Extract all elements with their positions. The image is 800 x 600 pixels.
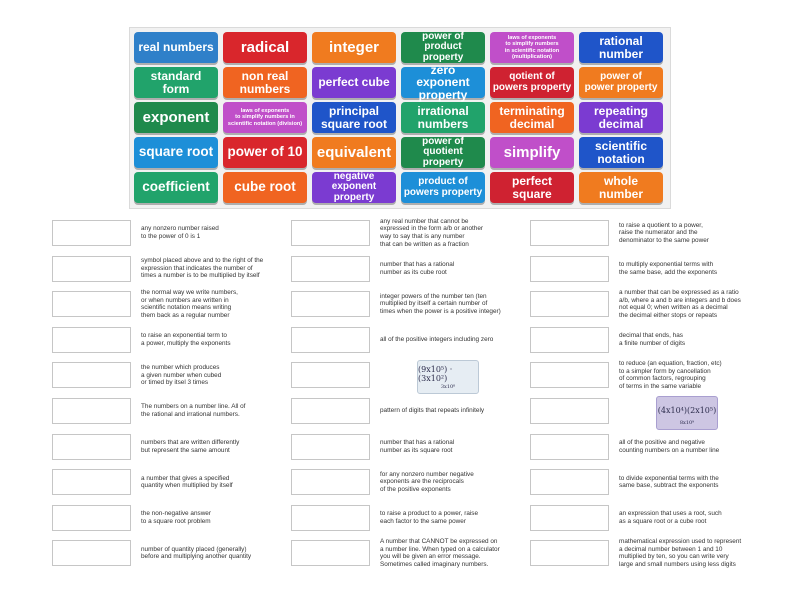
answer-tile-label: rational number [598, 33, 643, 61]
clue-text: integer powers of the number ten (ten multiplied by itself a certain number of times when the power is a positive integer) [380, 292, 501, 315]
answer-tile-label: perfect square [511, 173, 552, 201]
answer-tile[interactable] [223, 172, 307, 203]
answer-tile[interactable] [134, 137, 218, 168]
answer-drop-slot[interactable] [530, 327, 609, 353]
answer-drop-slot[interactable] [52, 362, 131, 388]
clue-text: to divide exponential terms with the same base, subtract the exponents [619, 474, 719, 490]
clue-equation-image [417, 360, 479, 394]
answer-tile-label: power of 10 [227, 144, 303, 160]
answer-drop-slot[interactable] [530, 469, 609, 495]
answer-drop-slot[interactable] [291, 469, 370, 495]
answer-drop-slot[interactable] [291, 434, 370, 460]
answer-tile[interactable] [579, 172, 663, 203]
answer-tile[interactable] [134, 102, 218, 133]
answer-tile[interactable] [490, 137, 574, 168]
answer-tile[interactable] [223, 32, 307, 63]
clue-equation-text: (4x10⁴)(2x10⁵) [657, 405, 717, 415]
clue-equation-result: 3x10⁸ [440, 384, 456, 391]
answer-drop-slot[interactable] [52, 505, 131, 531]
answer-drop-slot[interactable] [530, 505, 609, 531]
answer-tile[interactable] [490, 172, 574, 203]
answer-tile[interactable] [223, 102, 307, 133]
answer-tile-label: equivalent [316, 143, 392, 161]
answer-drop-slot[interactable] [52, 220, 131, 246]
answer-drop-slot[interactable] [291, 505, 370, 531]
answer-drop-slot[interactable] [291, 398, 370, 424]
answer-drop-slot[interactable] [291, 220, 370, 246]
answer-tile-label: radical [240, 38, 290, 56]
answer-tile[interactable] [312, 137, 396, 168]
answer-drop-slot[interactable] [291, 540, 370, 566]
answer-tile[interactable] [579, 137, 663, 168]
clue-text: to raise a product to a power, raise each factor to the same power [380, 510, 479, 525]
clue-text: a number that can be expressed as a ratio a/b, where a and b are integers and b does not equal 0; when written as a decimal the decimal either stops or repeats [619, 289, 741, 319]
clue-equation-image [656, 396, 718, 430]
answer-tile[interactable] [223, 67, 307, 98]
answer-drop-slot[interactable] [530, 256, 609, 282]
answer-tile-label: terminating decimal [499, 103, 565, 131]
answer-tile-label: standard form [150, 68, 202, 96]
answer-drop-slot[interactable] [52, 434, 131, 460]
clue-equation-result: 8x10⁹ [679, 420, 695, 426]
answer-tile-label: square root [138, 144, 214, 160]
answer-tile[interactable] [401, 172, 485, 203]
answer-drop-slot[interactable] [52, 469, 131, 495]
clue-text: the non-negative answer to a square root problem [141, 510, 211, 525]
answer-drop-slot[interactable] [52, 256, 131, 282]
answer-tile-label: simplify [503, 143, 561, 161]
answer-tile-label: integer [328, 38, 379, 56]
clue-text: symbol placed above and to the right of the expression that indicates the number of times a number is to be multiplied by itself [141, 257, 264, 280]
answer-tile-label: scientific notation [594, 138, 648, 166]
answer-drop-slot[interactable] [52, 291, 131, 317]
clue-text: to multiply exponential terms with the same base, add the exponents [619, 261, 718, 276]
answer-tile-label: exponent [142, 108, 210, 126]
answer-tile-label: product of powers property [403, 176, 483, 198]
answer-tile[interactable] [579, 102, 663, 133]
answer-tile[interactable] [312, 32, 396, 63]
answer-tile-label: perfect cube [318, 75, 390, 90]
clue-text: number that has a rational number as its square root [380, 439, 455, 454]
clue-text: mathematical expression used to represent a decimal number between 1 and 10 multiplied by ten, so you can write very large and small numbers using less digits [619, 538, 742, 568]
answer-tile[interactable] [223, 137, 307, 168]
answer-tile[interactable] [579, 67, 663, 98]
answer-drop-slot[interactable] [530, 398, 609, 424]
answer-tile-label: cube root [234, 179, 296, 195]
answer-tile[interactable] [490, 67, 574, 98]
clue-text: The numbers on a number line. All of the rational and irrational numbers. [141, 403, 246, 418]
clue-text: numbers that are written differently but represent the same amount [141, 439, 240, 454]
clue-text: for any nonzero number negative exponents are the reciprocals of the positive exponents [380, 470, 474, 493]
answer-tile-label: power of quotient property [422, 135, 464, 168]
answer-tile[interactable] [401, 32, 485, 63]
answer-drop-slot[interactable] [291, 362, 370, 388]
answer-drop-slot[interactable] [530, 540, 609, 566]
answer-tile[interactable] [401, 62, 485, 102]
answer-tile-label: principal square root [320, 103, 387, 131]
clue-text: to reduce (an equation, fraction, etc) to a simpler form by cancellation of common factors, regrouping of terms in the same variable [619, 360, 722, 390]
answer-tile[interactable] [312, 67, 396, 98]
clue-text: pattern of digits that repeats infinitely [380, 407, 485, 415]
answer-drop-slot[interactable] [530, 434, 609, 460]
answer-tile-label: whole number [598, 173, 643, 201]
clue-text: number of quantity placed (generally) before and multiplying another quantity [141, 545, 252, 561]
answer-drop-slot[interactable] [52, 398, 131, 424]
answer-tile-label: laws of exponents to simplify numbers in scientific notation (multiplication) [504, 34, 560, 60]
answer-drop-slot[interactable] [530, 362, 609, 388]
answer-tile[interactable] [401, 102, 485, 133]
clue-text: number that has a rational number as its cube root [380, 261, 455, 276]
clue-text: a number that gives a specified quantity when multiplied by itself [141, 474, 233, 490]
answer-tile[interactable] [401, 137, 485, 168]
answer-drop-slot[interactable] [52, 327, 131, 353]
answer-tile[interactable] [312, 172, 396, 203]
answer-tile[interactable] [312, 102, 396, 133]
answer-tile-label: zero exponent property [416, 62, 470, 102]
answer-tile[interactable] [134, 172, 218, 203]
answer-tile-board [129, 27, 671, 209]
answer-tile-label: non real numbers [239, 68, 291, 96]
clue-text: any nonzero number raised to the power of 0 is 1 [141, 225, 219, 240]
clue-text: the number which produces a given number when cubed or timed by itsel 3 times [141, 364, 222, 387]
answer-drop-slot[interactable] [530, 220, 609, 246]
answer-tile-label: coefficient [142, 179, 210, 195]
answer-tile[interactable] [579, 32, 663, 63]
answer-tile-label: laws of exponents to simplify numbers in scientific notation (division) [227, 107, 303, 127]
answer-tile-label: qotient of powers property [492, 71, 572, 93]
answer-tile-label: negative exponent property [331, 170, 377, 203]
clue-text: any real number that cannot be expressed in the form a/b or another way to say that is any number that can be written as a fraction [380, 217, 484, 248]
answer-drop-slot[interactable] [52, 540, 131, 566]
clue-text: to raise a quotient to a power, raise the numerator and the denominator to the same power [619, 221, 709, 244]
clue-text: all of the positive and negative counting numbers on a number line [619, 439, 720, 454]
answer-tile-label: real numbers [138, 40, 214, 55]
clue-text: A number that CANNOT be expressed on a number line. When typed on a calculator you will be given an error message. Sometimes called imaginary numbers. [380, 538, 500, 568]
answer-drop-slot[interactable] [291, 291, 370, 317]
answer-tile[interactable] [490, 102, 574, 133]
answer-tile[interactable] [490, 32, 574, 63]
answer-drop-slot[interactable] [291, 256, 370, 282]
answer-tile[interactable] [134, 67, 218, 98]
answer-tile[interactable] [134, 32, 218, 63]
clue-equation-text: (9x10⁵) · (3x10²) [418, 365, 453, 384]
clue-text: to raise an exponential term to a power, multiply the exponents [141, 332, 231, 347]
answer-tile-label: power of product property [422, 30, 464, 63]
answer-drop-slot[interactable] [530, 291, 609, 317]
answer-tile-label: repeating decimal [593, 103, 648, 131]
answer-drop-slot[interactable] [291, 327, 370, 353]
answer-tile-label: irrational numbers [417, 103, 469, 131]
clue-text: all of the positive integers including zero [380, 336, 494, 343]
answer-tile-label: power of power property [584, 71, 658, 93]
clue-text: decimal that ends, has a finite number of digits [619, 332, 686, 347]
clue-text: the normal way we write numbers, or when numbers are written in scientific notation means writing them back as a regular number [141, 289, 238, 319]
clue-text: an expression that uses a root, such as a square root or a cube root [619, 510, 722, 525]
